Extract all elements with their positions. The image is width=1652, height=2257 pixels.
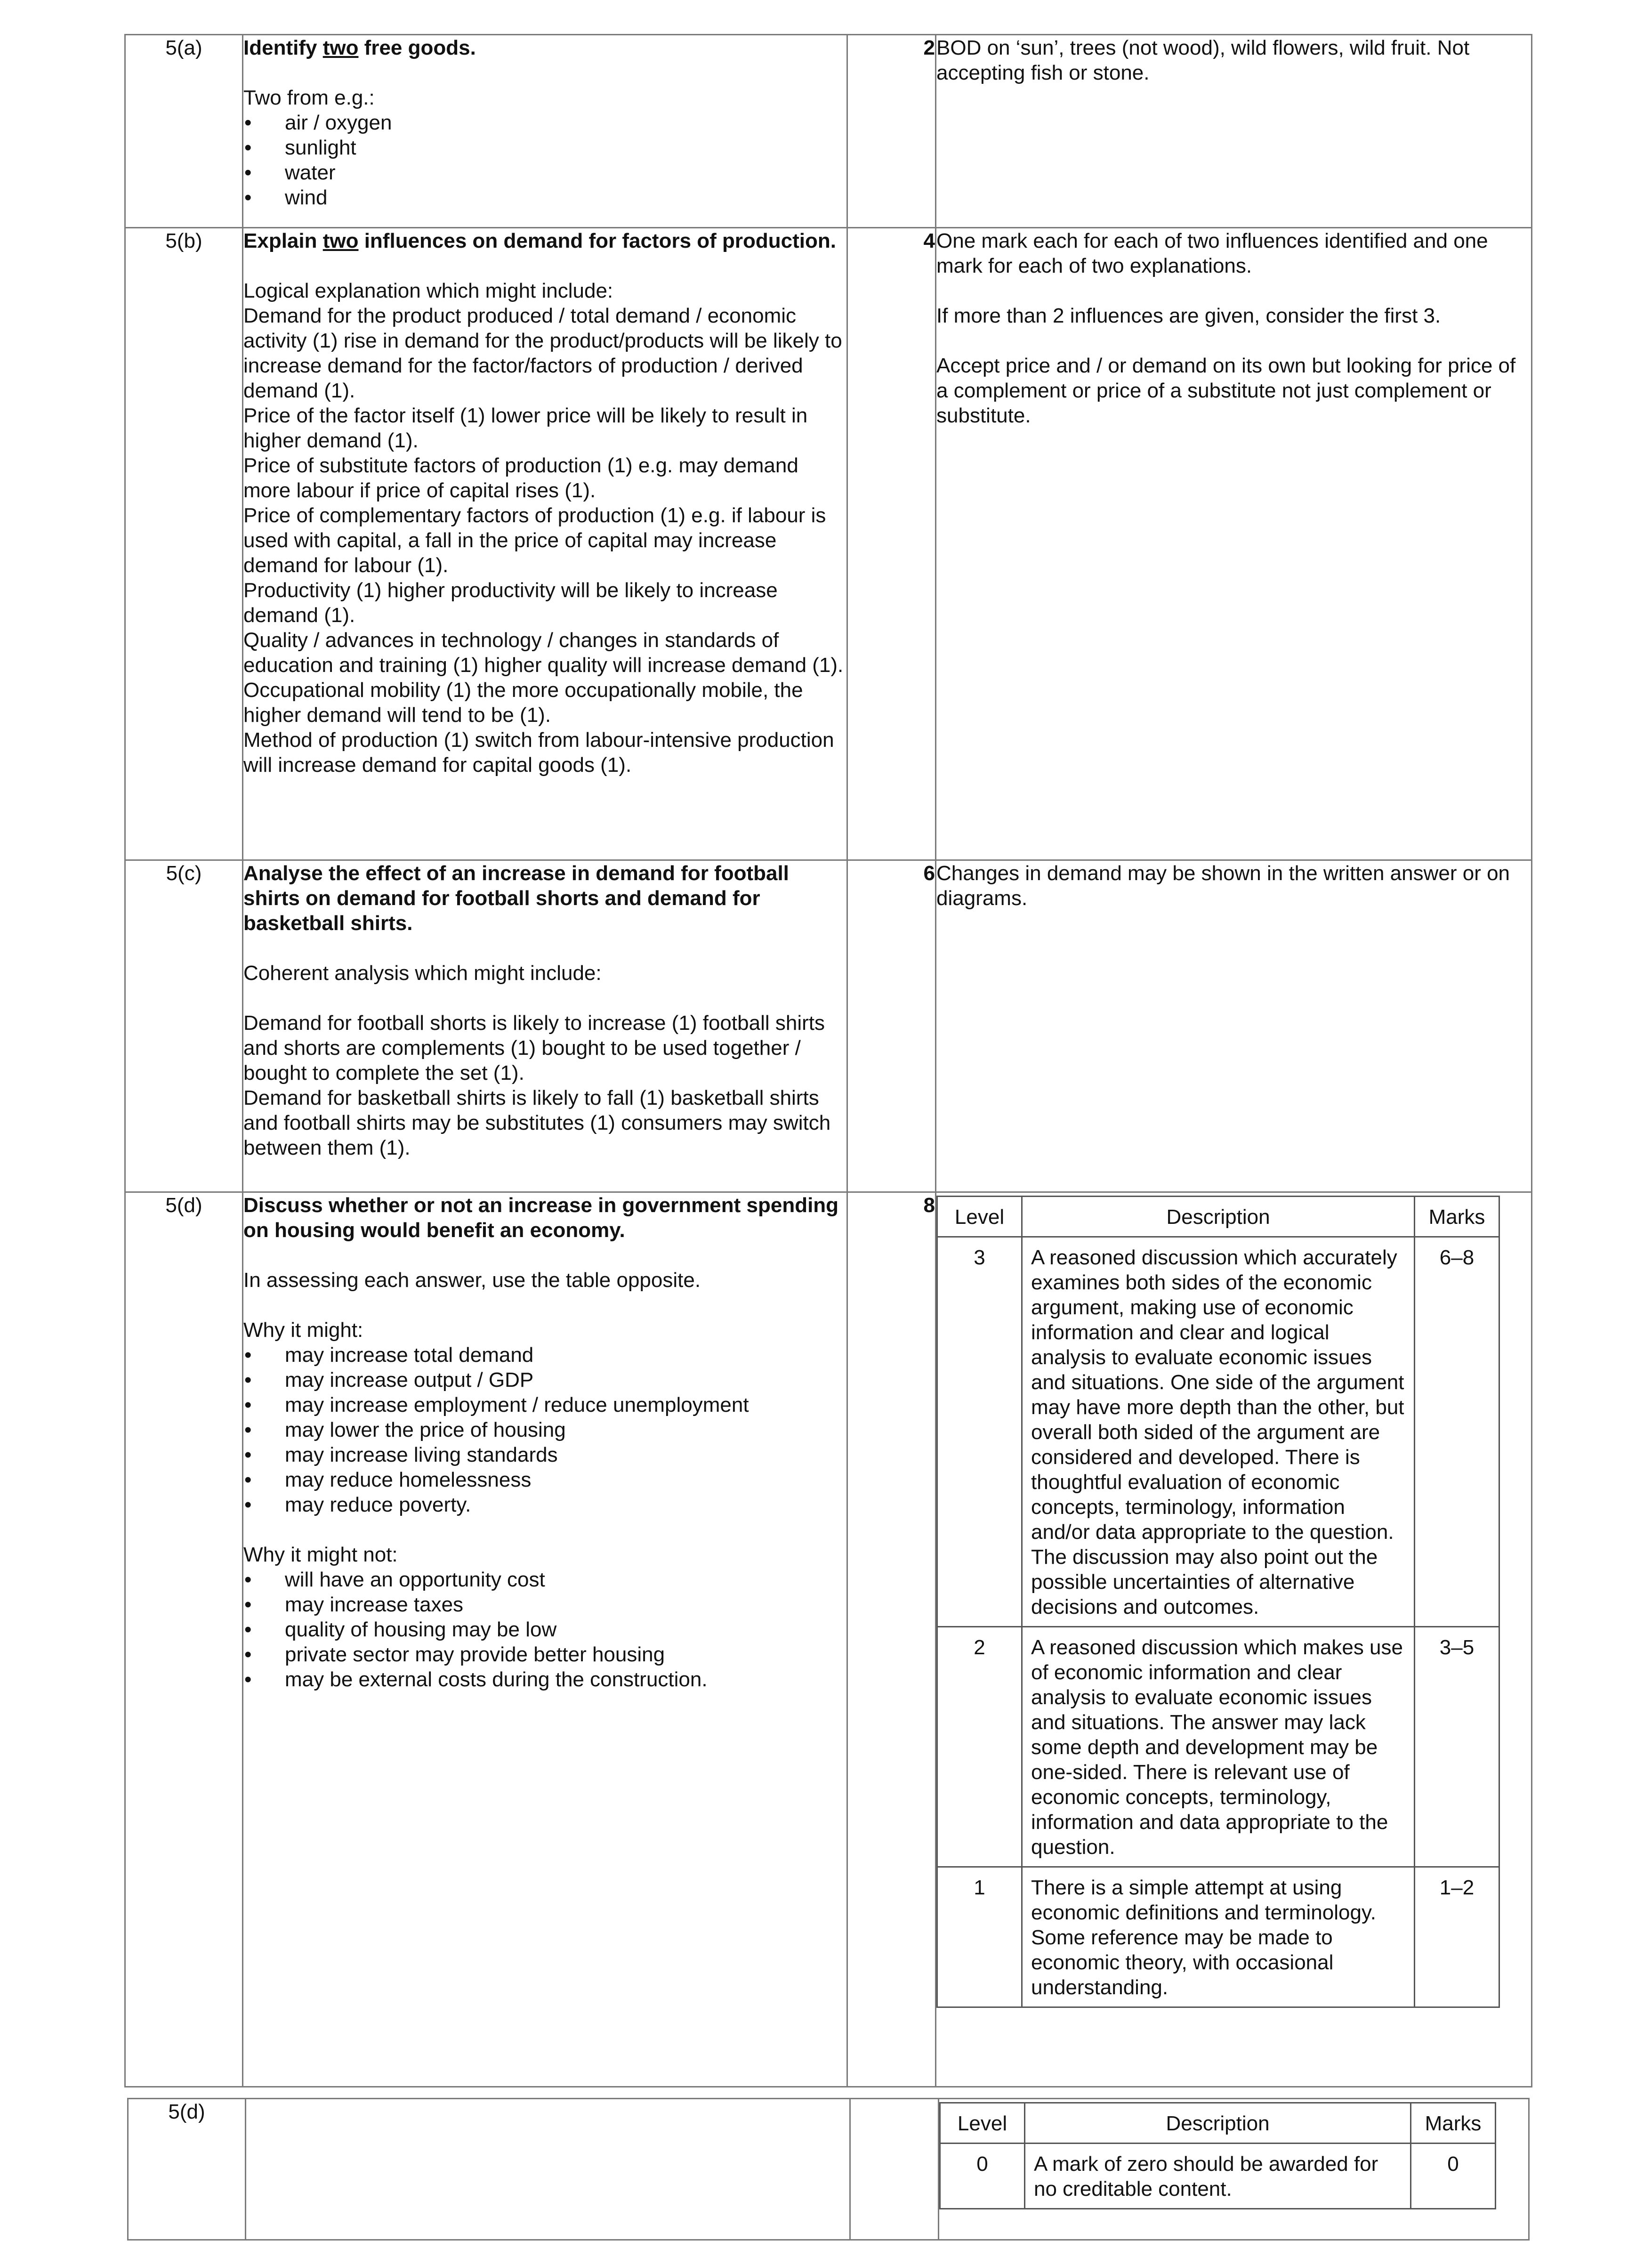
answer-line: Quality / advances in technology / changes in standards of education and training (1) higher quality will increase demand (1). — [243, 629, 844, 677]
question-number: 5(c) — [125, 860, 243, 1192]
answer-bullets — [243, 110, 846, 210]
why-it-might-not-label: Why it might not: — [243, 1543, 398, 1566]
answer-line: Demand for basketball shirts is likely to fall (1) basketball shirts and football shirts may be substitutes (1) consumers may switch between them (1). — [243, 1086, 831, 1159]
question-row — [128, 2099, 1529, 2240]
answer-cell — [243, 228, 847, 860]
answer-line: Method of production (1) switch from labour-intensive production will increase demand for capital goods (1). — [243, 728, 834, 777]
level-value: 1 — [937, 1867, 1022, 2007]
question-text: Explain two influences on demand for factors of production. — [243, 229, 836, 252]
list-item: • sunlight — [243, 135, 846, 160]
list-item: • may increase total demand — [243, 1343, 846, 1367]
list-item: • may increase living standards — [243, 1442, 846, 1467]
list-item: • may reduce poverty. — [243, 1492, 846, 1517]
level-table-header — [940, 2103, 1496, 2144]
why-it-might-bullets — [243, 1343, 846, 1517]
level-description: A reasoned discussion which accurately examines both sides of the economic argument, making use of economic information and clear and logical analysis to evaluate economic issues and situations. One side of the argument may have more depth than the other, but overall both sided of the argument are considered and developed. There is thoughtful evaluation of economic concepts, terminology, information and/or data appropriate to the question. The discussion may also point out the possible uncertainties of alternative decisions and outcomes. — [1022, 1237, 1415, 1627]
guidance-text: One mark each for each of two influences identified and one mark for each of two explanations. — [936, 229, 1488, 277]
guidance-cell — [936, 1192, 1532, 2087]
question-row — [125, 860, 1532, 1192]
question-text: Discuss whether or not an increase in government spending on housing would benefit an economy. — [243, 1194, 839, 1242]
level-header: Level — [940, 2103, 1025, 2144]
why-it-might-label: Why it might: — [243, 1319, 363, 1342]
table-row — [940, 2144, 1496, 2209]
level-marks: 1–2 — [1415, 1867, 1499, 2007]
answer-line: Occupational mobility (1) the more occupationally mobile, the higher demand will tend to be (1). — [243, 679, 803, 727]
question-number: 5(b) — [125, 228, 243, 860]
mark-scheme-table-continued — [127, 2098, 1530, 2241]
question-number: 5(d) — [125, 1192, 243, 2087]
level-table-header — [937, 1197, 1499, 1237]
marks-value: 2 — [847, 35, 936, 228]
answer-cell — [243, 1192, 847, 2087]
marks-value: 8 — [847, 1192, 936, 2087]
list-item: • private sector may provide better housing — [243, 1642, 846, 1667]
question-text: Identify two free goods. — [243, 36, 476, 59]
guidance-cell — [936, 860, 1532, 1192]
marks-value — [850, 2099, 939, 2240]
guidance-text: BOD on ‘sun’, trees (not wood), wild flowers, wild fruit. Not accepting fish or stone. — [936, 36, 1470, 84]
question-row — [125, 35, 1532, 228]
answer-cell — [243, 35, 847, 228]
why-it-might-not-bullets — [243, 1567, 846, 1692]
list-item: • will have an opportunity cost — [243, 1567, 846, 1592]
list-item: • may increase employment / reduce unemployment — [243, 1392, 846, 1417]
guidance-text: Accept price and / or demand on its own but looking for price of a complement or price of a substitute not just complement or substitute. — [936, 354, 1516, 427]
guidance-cell — [936, 228, 1532, 860]
guidance-text: If more than 2 influences are given, consider the first 3. — [936, 304, 1441, 327]
marks-value: 4 — [847, 228, 936, 860]
answer-cell — [243, 860, 847, 1192]
guidance-cell — [939, 2099, 1529, 2240]
list-item: • may increase output / GDP — [243, 1367, 846, 1392]
answer-line: Demand for football shorts is likely to increase (1) football shirts and shorts are complements (1) bought to be used together / bought to complete the set (1). — [243, 1011, 825, 1084]
level-marks: 0 — [1411, 2144, 1496, 2209]
answer-intro: Two from e.g.: — [243, 86, 375, 109]
mark-scheme-table — [124, 34, 1532, 2087]
level-header: Level — [937, 1197, 1022, 1237]
list-item: • may reduce homelessness — [243, 1467, 846, 1492]
list-item: • quality of housing may be low — [243, 1617, 846, 1642]
level-description: A reasoned discussion which makes use of economic information and clear analysis to evaluate economic issues and situations. The answer may lack some depth and development may be one-sided. There is relevant use of economic concepts, terminology, information and data appropriate to the question. — [1022, 1627, 1415, 1867]
marks-value: 6 — [847, 860, 936, 1192]
answer-intro: Coherent analysis which might include: — [243, 962, 602, 985]
question-number: 5(a) — [125, 35, 243, 228]
level-description: A mark of zero should be awarded for no creditable content. — [1025, 2144, 1411, 2209]
question-number: 5(d) — [128, 2099, 246, 2240]
marks-header: Marks — [1411, 2103, 1496, 2144]
level-descriptor-table — [939, 2102, 1496, 2209]
list-item: • may increase taxes — [243, 1592, 846, 1617]
level-description: There is a simple attempt at using economic definitions and terminology. Some reference may be made to economic theory, with occasional understanding. — [1022, 1867, 1415, 2007]
question-row — [125, 1192, 1532, 2087]
table-row — [937, 1237, 1499, 1627]
level-marks: 6–8 — [1415, 1237, 1499, 1627]
level-value: 3 — [937, 1237, 1022, 1627]
question-text: Analyse the effect of an increase in demand for football shirts on demand for football shorts and demand for basketball shirts. — [243, 862, 789, 935]
level-value: 0 — [940, 2144, 1025, 2209]
table-row — [937, 1627, 1499, 1867]
level-descriptor-table — [936, 1196, 1500, 2008]
guidance-text: Changes in demand may be shown in the written answer or on diagrams. — [936, 862, 1510, 910]
guidance-cell — [936, 35, 1532, 228]
list-item: • air / oxygen — [243, 110, 846, 135]
answer-line: Price of the factor itself (1) lower price will be likely to result in higher demand (1). — [243, 404, 808, 452]
list-item: • may lower the price of housing — [243, 1417, 846, 1442]
answer-intro: Logical explanation which might include: — [243, 279, 613, 302]
level-value: 2 — [937, 1627, 1022, 1867]
level-marks: 3–5 — [1415, 1627, 1499, 1867]
description-header: Description — [1025, 2103, 1411, 2144]
answer-cell — [246, 2099, 850, 2240]
answer-line: Price of complementary factors of production (1) e.g. if labour is used with capital, a fall in the price of capital may increase demand for labour (1). — [243, 504, 826, 577]
question-row — [125, 228, 1532, 860]
marks-header: Marks — [1415, 1197, 1499, 1237]
list-item: • wind — [243, 185, 846, 210]
table-row — [937, 1867, 1499, 2007]
list-item: • may be external costs during the construction. — [243, 1667, 846, 1692]
answer-line: Demand for the product produced / total demand / economic activity (1) rise in demand for the product/products will be likely to increase demand for the factor/factors of production / derived demand (1). — [243, 304, 842, 402]
answer-line: Productivity (1) higher productivity will be likely to increase demand (1). — [243, 579, 778, 627]
description-header: Description — [1022, 1197, 1415, 1237]
answer-line: Price of substitute factors of production (1) e.g. may demand more labour if price of capital rises (1). — [243, 454, 798, 502]
list-item: • water — [243, 160, 846, 185]
answer-intro: In assessing each answer, use the table opposite. — [243, 1269, 701, 1292]
